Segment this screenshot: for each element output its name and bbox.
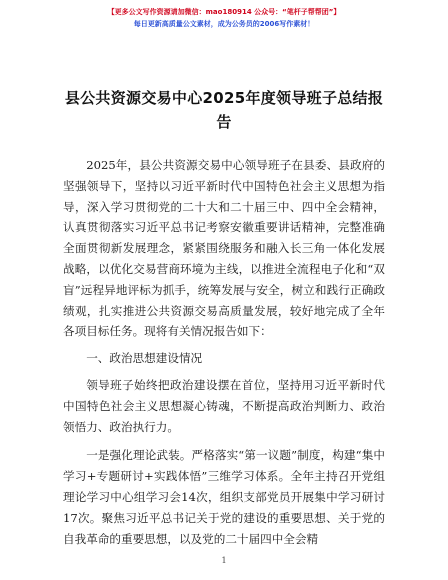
promo-line-1: 【更多公文写作资源请加微信：mao180914 公众号：“笔杆子帮帮团”】 xyxy=(107,8,341,16)
page-number: 1 xyxy=(221,556,227,565)
paragraph-theory-study: 一是强化理论武装。严格落实“第一议题”制度，构建“集中学习+专题研讨+实践体悟”三维学习体系。全年主持召开党组理论学习中心组学习会14次，组织支部党员开展集中学习研讨17次。聚焦习近平总书记关于党的建设的重要思想、关于党的自我革命的重要思想，以及党的二十届四中全会精 xyxy=(63,448,385,546)
promo-line-2: 每日更新高质量公文素材，成为公务员的2006写作素材！ xyxy=(133,20,315,28)
section-heading-political: 一、政治思想建设情况 xyxy=(86,351,203,366)
document-body xyxy=(63,155,385,549)
paragraph-political-summary: 领导班子始终把政治建设摆在首位，坚持用习近平新时代中国特色社会主义思想凝心铸魂，不断提高政治判断力、政治领悟力、政治执行力。 xyxy=(63,377,385,434)
promo-banner xyxy=(0,6,448,30)
document-title: 县公共资源交易中心2025年度领导班子总结报告 xyxy=(64,89,384,131)
paragraph-intro: 2025年，县公共资源交易中心领导班子在县委、县政府的坚强领导下，坚持以习近平新时代中国特色社会主义思想为指导，深入学习贯彻党的二十大和二十届三中、四中全会精神，认真贯彻落实习近平总书记考察安徽重要讲话精神，完整准确全面贯彻新发展理念，紧紧围绕服务和融入长三角一体化发展战略，以优化交易营商环境为主线，以推进全流程电子化和“双盲”远程异地评标为抓手，统筹发展与安全，树立和践行正确政绩观，扎实推进公共资源交易高质量发展，较好地完成了全年各项目标任务。现将有关情况报告如下： xyxy=(63,158,385,339)
